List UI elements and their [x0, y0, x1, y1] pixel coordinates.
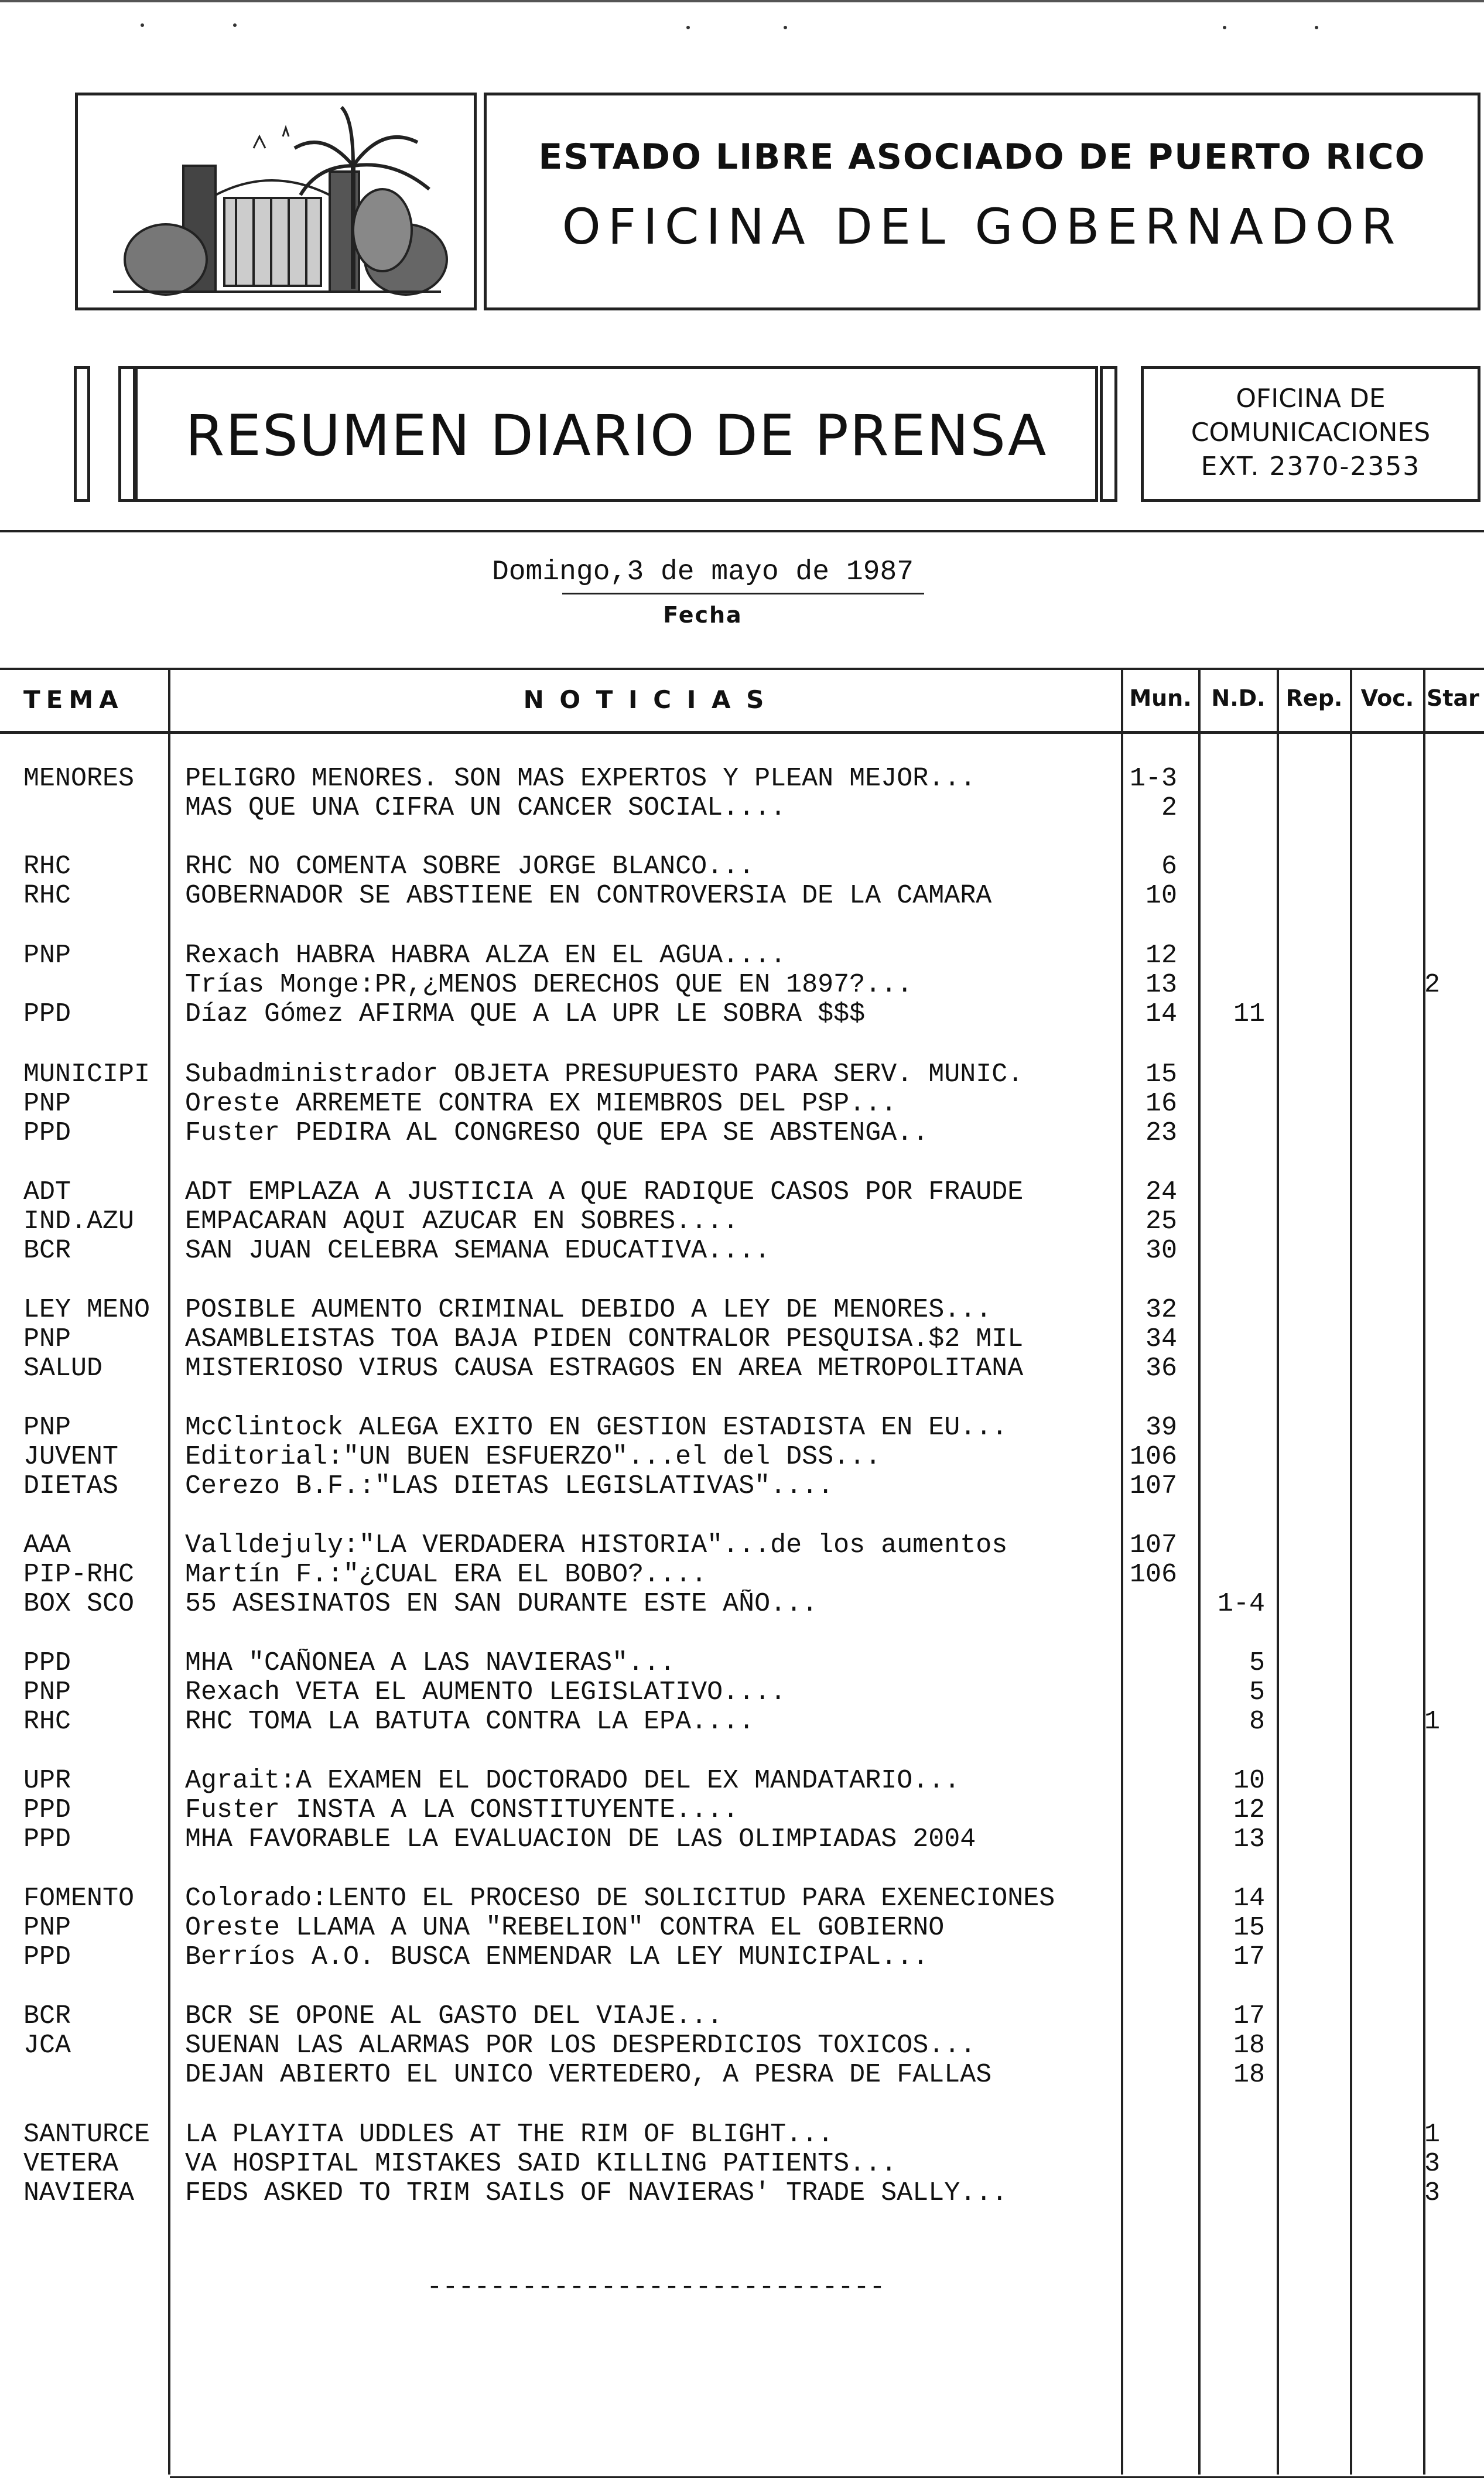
row-topic: PPD — [23, 1000, 71, 1029]
row-mun-page: 34 — [1145, 1324, 1177, 1354]
report-title-box — [135, 366, 1098, 502]
row-headline: ADT EMPLAZA A JUSTICIA A QUE RADIQUE CASOS POR FRAUDE — [185, 1178, 1024, 1207]
row-topic: PIP-RHC — [23, 1560, 135, 1590]
row-topic: UPR — [23, 1766, 71, 1796]
row-mun-page: 36 — [1145, 1354, 1177, 1383]
row-headline: Editorial:"UN BUEN ESFUERZO"...el del DSS... — [185, 1443, 881, 1472]
row-mun-page: 106 — [1129, 1560, 1177, 1590]
row-headline: VA HOSPITAL MISTAKES SAID KILLING PATIENTS... — [185, 2149, 897, 2179]
row-headline: McClintock ALEGA EXITO EN GESTION ESTADISTA EN EU... — [185, 1413, 1008, 1443]
row-headline: Trías Monge:PR,¿MENOS DERECHOS QUE EN 1897?... — [185, 970, 913, 1000]
row-headline: Valldejuly:"LA VERDADERA HISTORIA"...de los aumentos — [185, 1531, 1008, 1560]
row-nd-page: 18 — [1233, 2060, 1265, 2090]
end-of-list-marker: ----------------------------- — [426, 2272, 885, 2302]
row-topic: BCR — [23, 1236, 71, 1266]
row-mun-page: 24 — [1145, 1177, 1177, 1207]
col-sep-nd — [1277, 668, 1279, 2475]
row-topic: RHC — [23, 852, 71, 881]
row-nd-page: 15 — [1233, 1913, 1265, 1943]
row-topic: BCR — [23, 2002, 71, 2031]
row-mun-page: 13 — [1145, 970, 1177, 1000]
row-topic: PNP — [23, 1325, 71, 1354]
row-star-page: 3 — [1424, 2178, 1441, 2208]
row-nd-page: 12 — [1233, 1795, 1265, 1825]
comm-line-3: EXT. 2370-2353 — [1201, 452, 1421, 481]
row-topic: PPD — [23, 1825, 71, 1854]
logo-frame — [75, 93, 477, 310]
row-mun-page: 32 — [1145, 1295, 1177, 1325]
row-topic: FOMENTO — [23, 1884, 135, 1913]
row-topic: PNP — [23, 1413, 71, 1443]
row-topic: RHC — [23, 881, 71, 911]
speck — [233, 23, 237, 27]
row-mun-page: 10 — [1145, 881, 1177, 911]
row-topic: PNP — [23, 1913, 71, 1943]
row-mun-page: 30 — [1145, 1236, 1177, 1266]
row-headline: BCR SE OPONE AL GASTO DEL VIAJE... — [185, 2002, 723, 2031]
letterhead-title-box — [484, 93, 1480, 310]
row-topic: PPD — [23, 1119, 71, 1148]
comm-office-box — [1141, 366, 1480, 502]
row-star-page: 1 — [1424, 1707, 1441, 1737]
row-nd-page: 17 — [1233, 1942, 1265, 1972]
row-headline: Rexach VETA EL AUMENTO LEGISLATIVO.... — [185, 1678, 787, 1707]
row-mun-page: 39 — [1145, 1413, 1177, 1443]
row-nd-page: 8 — [1249, 1707, 1265, 1737]
date-underline — [562, 593, 924, 594]
row-mun-page: 16 — [1145, 1089, 1177, 1119]
col-sep-mun — [1198, 668, 1201, 2475]
row-mun-page: 106 — [1129, 1442, 1177, 1472]
row-star-page: 1 — [1424, 2120, 1441, 2149]
row-topic: IND.AZU — [23, 1207, 135, 1236]
row-topic: MUNICIPI — [23, 1060, 151, 1089]
row-headline: Berríos A.O. BUSCA ENMENDAR LA LEY MUNICIPAL... — [185, 1943, 929, 1972]
row-nd-page: 17 — [1233, 2001, 1265, 2031]
row-mun-page: 107 — [1129, 1471, 1177, 1501]
col-header-nd: N.D. — [1211, 685, 1266, 711]
row-headline: LA PLAYITA UDDLES AT THE RIM OF BLIGHT... — [185, 2120, 834, 2149]
row-topic: MENORES — [23, 764, 135, 794]
speck — [1315, 26, 1318, 29]
row-topic: BOX SCO — [23, 1590, 135, 1619]
row-nd-page: 11 — [1233, 999, 1265, 1029]
row-star-page: 3 — [1424, 2149, 1441, 2179]
row-topic: ADT — [23, 1178, 71, 1207]
row-mun-page: 12 — [1145, 941, 1177, 970]
row-headline: SUENAN LAS ALARMAS POR LOS DESPERDICIOS TOXICOS... — [185, 2031, 976, 2060]
row-headline: ASAMBLEISTAS TOA BAJA PIDEN CONTRALOR PESQUISA.$2 MIL — [185, 1325, 1024, 1354]
row-headline: Díaz Gómez AFIRMA QUE A LA UPR LE SOBRA $$$ — [185, 1000, 866, 1029]
row-headline: SAN JUAN CELEBRA SEMANA EDUCATIVA.... — [185, 1236, 771, 1266]
office-name: OFICINA DEL GOBERNADOR — [562, 198, 1403, 255]
row-nd-page: 1-4 — [1217, 1589, 1265, 1619]
comm-line-1: OFICINA DE — [1236, 384, 1386, 413]
col-header-voc: Voc. — [1360, 685, 1414, 711]
row-topic: JUVENT — [23, 1443, 119, 1472]
row-headline: POSIBLE AUMENTO CRIMINAL DEBIDO A LEY DE MENORES... — [185, 1296, 992, 1325]
fortaleza-gate-illustration — [78, 95, 474, 307]
row-topic: SANTURCE — [23, 2120, 151, 2149]
row-nd-page: 13 — [1233, 1824, 1265, 1854]
row-mun-page: 25 — [1145, 1207, 1177, 1236]
row-nd-page: 14 — [1233, 1884, 1265, 1913]
row-headline: RHC NO COMENTA SOBRE JORGE BLANCO... — [185, 852, 755, 881]
speck — [784, 26, 787, 29]
report-title: RESUMEN DIARIO DE PRENSA — [185, 403, 1048, 469]
col-sep-tema — [168, 668, 170, 2475]
speck — [1223, 26, 1226, 29]
state-name: ESTADO LIBRE ASOCIADO DE PUERTO RICO — [538, 136, 1426, 177]
row-headline: GOBERNADOR SE ABSTIENE EN CONTROVERSIA DE LA CAMARA — [185, 881, 992, 911]
row-mun-page: 2 — [1161, 793, 1177, 823]
table-top-rule — [0, 668, 1484, 670]
row-headline: MHA "CAÑONEA A LAS NAVIERAS"... — [185, 1649, 676, 1678]
row-mun-page: 6 — [1161, 852, 1177, 881]
row-headline: RHC TOMA LA BATUTA CONTRA LA EPA.... — [185, 1707, 755, 1737]
row-headline: MHA FAVORABLE LA EVALUACION DE LAS OLIMPIADAS 2004 — [185, 1825, 976, 1854]
row-topic: PPD — [23, 1796, 71, 1825]
row-topic: SALUD — [23, 1354, 103, 1383]
row-headline: 55 ASESINATOS EN SAN DURANTE ESTE AÑO... — [185, 1590, 818, 1619]
row-topic: NAVIERA — [23, 2179, 135, 2208]
row-topic: PNP — [23, 1678, 71, 1707]
speck — [686, 26, 690, 29]
row-headline: MISTERIOSO VIRUS CAUSA ESTRAGOS EN AREA METROPOLITANA — [185, 1354, 1024, 1383]
row-headline: Agrait:A EXAMEN EL DOCTORADO DEL EX MANDATARIO... — [185, 1766, 960, 1796]
row-topic: JCA — [23, 2031, 71, 2060]
row-topic: RHC — [23, 1707, 71, 1737]
row-headline: EMPACARAN AQUI AZUCAR EN SOBRES.... — [185, 1207, 739, 1236]
table-header-rule — [0, 731, 1484, 734]
row-topic: DIETAS — [23, 1472, 119, 1501]
row-headline: Oreste LLAMA A UNA "REBELION" CONTRA EL GOBIERNO — [185, 1913, 945, 1943]
row-nd-page: 5 — [1249, 1677, 1265, 1707]
row-headline: MAS QUE UNA CIFRA UN CANCER SOCIAL.... — [185, 794, 787, 823]
row-topic: PNP — [23, 941, 71, 970]
speck — [141, 23, 144, 27]
row-topic: LEY MENO — [23, 1296, 151, 1325]
row-mun-page: 1-3 — [1129, 764, 1177, 794]
row-headline: DEJAN ABIERTO EL UNICO VERTEDERO, A PESRA DE FALLAS — [185, 2060, 992, 2090]
row-headline: Fuster INSTA A LA CONSTITUYENTE.... — [185, 1796, 739, 1825]
row-nd-page: 10 — [1233, 1766, 1265, 1796]
comm-line-2: COMUNICACIONES — [1191, 418, 1431, 447]
row-headline: Martín F.:"¿CUAL ERA EL BOBO?.... — [185, 1560, 707, 1590]
row-headline: Subadministrador OBJETA PRESUPUESTO PARA SERV. MUNIC. — [185, 1060, 1024, 1089]
date-label: Fecha — [663, 602, 743, 628]
col-header-noticias: N O T I C I A S — [523, 685, 768, 714]
row-nd-page: 5 — [1249, 1648, 1265, 1678]
banner-bar-left — [74, 366, 90, 502]
row-headline: Cerezo B.F.:"LAS DIETAS LEGISLATIVAS".... — [185, 1472, 834, 1501]
col-header-tema: TEMA — [23, 685, 124, 714]
row-mun-page: 107 — [1129, 1530, 1177, 1560]
col-header-star: Star — [1427, 685, 1479, 711]
banner-bar-right — [1100, 366, 1117, 502]
top-edge — [0, 0, 1484, 2]
divider — [0, 530, 1484, 532]
col-sep-rep — [1350, 668, 1352, 2475]
row-topic: PPD — [23, 1943, 71, 1972]
row-headline: Fuster PEDIRA AL CONGRESO QUE EPA SE ABSTENGA.. — [185, 1119, 929, 1148]
row-topic: PPD — [23, 1649, 71, 1678]
row-topic: VETERA — [23, 2149, 119, 2179]
col-header-rep: Rep. — [1285, 685, 1343, 711]
row-headline: FEDS ASKED TO TRIM SAILS OF NAVIERAS' TRADE SALLY... — [185, 2179, 1008, 2208]
row-mun-page: 14 — [1145, 999, 1177, 1029]
row-headline: Rexach HABRA HABRA ALZA EN EL AGUA.... — [185, 941, 787, 970]
row-mun-page: 15 — [1145, 1060, 1177, 1089]
row-headline: PELIGRO MENORES. SON MAS EXPERTOS Y PLEAN MEJOR... — [185, 764, 976, 794]
col-header-mun: Mun. — [1129, 685, 1192, 711]
report-date: Domingo,3 de mayo de 1987 — [491, 556, 914, 588]
row-mun-page: 23 — [1145, 1118, 1177, 1148]
row-headline: Oreste ARREMETE CONTRA EX MIEMBROS DEL PSP... — [185, 1089, 897, 1119]
row-headline: Colorado:LENTO EL PROCESO DE SOLICITUD PARA EXENECIONES — [185, 1884, 1055, 1913]
row-star-page: 2 — [1424, 970, 1441, 1000]
table-bottom-rule — [170, 2476, 1484, 2478]
banner-bar-left-inner — [118, 366, 136, 502]
row-topic: AAA — [23, 1531, 71, 1560]
row-topic: PNP — [23, 1089, 71, 1119]
row-nd-page: 18 — [1233, 2031, 1265, 2060]
